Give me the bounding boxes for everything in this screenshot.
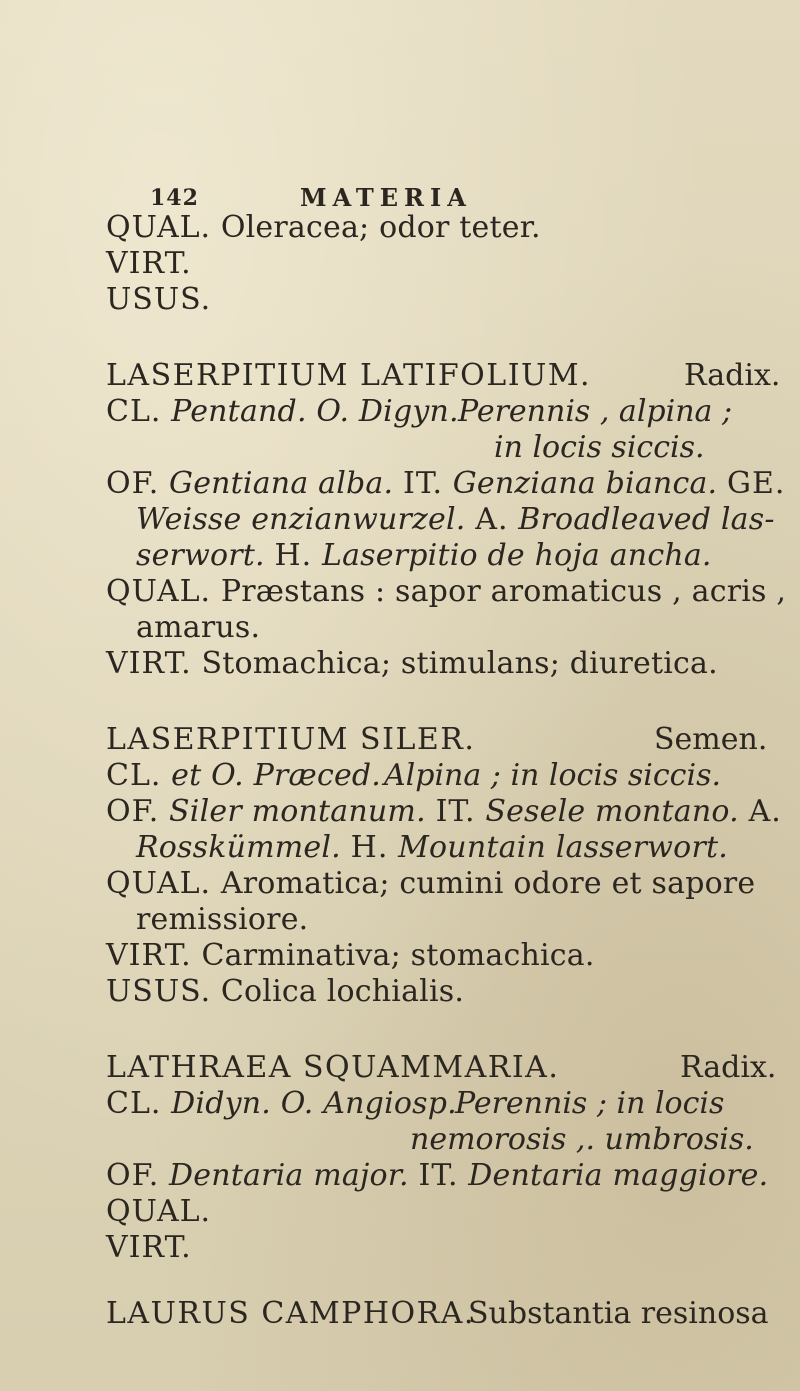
cl-text: et O. Præced. xyxy=(171,758,382,793)
usus-label: USUS. xyxy=(106,974,212,1009)
of-label: OF. xyxy=(106,794,160,829)
entry-3-title: LATHRAEA SQUAMMARIA. xyxy=(106,1050,560,1085)
qual-text: Aromatica; cumini odore et sapore xyxy=(220,866,756,901)
qual-text: Oleracea; odor teter. xyxy=(220,210,541,245)
entry-4-part: Substantia resinosa xyxy=(468,1296,769,1331)
entry-3-virt-label: VIRT. xyxy=(106,1230,192,1265)
entry-0-qual-line xyxy=(106,210,541,246)
cl-label: CL. xyxy=(106,394,162,429)
it-name: Dentaria maggiore. xyxy=(468,1158,769,1193)
ge-label: GE. xyxy=(727,466,786,501)
entry-3-cl-line xyxy=(106,1086,457,1122)
entry-1-title: LASERPITIUM LATIFOLIUM. xyxy=(106,358,592,393)
entry-1-cl-line xyxy=(106,394,459,430)
entry-3-part: Radix. xyxy=(680,1050,777,1085)
entry-1-qual-text-2: amarus. xyxy=(136,610,261,645)
entry-2-usus-line xyxy=(106,974,464,1010)
entry-0-usus-label: USUS. xyxy=(106,282,212,317)
cl-text: Pentand. O. Digyn. xyxy=(171,394,459,429)
qual-label: QUAL. xyxy=(106,210,212,245)
of-name: Gentiana alba. xyxy=(169,466,394,501)
virt-label: VIRT. xyxy=(106,938,192,973)
h-label: H. xyxy=(274,538,313,573)
entry-3-habitat-2: nemorosis ,. umbrosis. xyxy=(410,1122,754,1157)
it-label: IT. xyxy=(403,466,444,501)
entry-2-virt-line xyxy=(106,938,595,974)
a-label: A. xyxy=(475,502,509,537)
qual-label: QUAL. xyxy=(106,866,212,901)
entry-3-of-line xyxy=(106,1158,768,1194)
of-name: Siler montanum. xyxy=(169,794,426,829)
entry-2-of-line xyxy=(106,794,782,830)
running-title: MATERIA xyxy=(300,183,472,212)
entry-2-h-line xyxy=(136,830,728,866)
entry-2-part: Semen. xyxy=(654,722,768,757)
it-name: Sesele montano. xyxy=(485,794,739,829)
of-label: OF. xyxy=(106,466,160,501)
entry-1-habitat-2: in locis siccis. xyxy=(494,430,705,465)
cl-label: CL. xyxy=(106,1086,162,1121)
virt-text: Stomachica; stimulans; diuretica. xyxy=(201,646,718,681)
entry-2-habitat-1: Alpina ; in locis siccis. xyxy=(384,758,722,793)
a-label: A. xyxy=(748,794,782,829)
entry-3-habitat-1: Perennis ; in locis xyxy=(455,1086,725,1121)
entry-1-ge-line xyxy=(136,502,775,538)
it-label: IT. xyxy=(418,1158,459,1193)
h-name: Laserpitio de hoja ancha. xyxy=(321,538,712,573)
entry-3-qual-label: QUAL. xyxy=(106,1194,212,1229)
qual-label: QUAL. xyxy=(106,574,212,609)
virt-label: VIRT. xyxy=(106,646,192,681)
entry-2-qual-text-2: remissiore. xyxy=(136,902,309,937)
entry-1-part: Radix. xyxy=(684,358,781,393)
cl-label: CL. xyxy=(106,758,162,793)
h-name: Mountain lasserwort. xyxy=(398,830,728,865)
ge-name: Weisse enzianwurzel. xyxy=(136,502,466,537)
it-name: Genziana bianca. xyxy=(452,466,718,501)
a-name-2: serwort. xyxy=(136,538,265,573)
entry-2-title: LASERPITIUM SILER. xyxy=(106,722,476,757)
h-label: H. xyxy=(350,830,389,865)
cl-text: Didyn. O. Angiosp. xyxy=(171,1086,457,1121)
entry-2-qual-line xyxy=(106,866,755,902)
page-number: 142 xyxy=(150,185,199,211)
qual-text: Præstans : sapor aromaticus , acris , xyxy=(220,574,787,609)
entry-0-virt-label: VIRT. xyxy=(106,246,192,281)
entry-2-cl-line xyxy=(106,758,381,794)
entry-1-of-line xyxy=(106,466,785,502)
of-name: Dentaria major. xyxy=(169,1158,409,1193)
virt-text: Carminativa; stomachica. xyxy=(201,938,595,973)
a-name: Rosskümmel. xyxy=(136,830,341,865)
entry-4-title: LAURUS CAMPHORA. xyxy=(106,1296,475,1331)
entry-1-virt-line xyxy=(106,646,718,682)
entry-1-h-line xyxy=(136,538,712,574)
usus-text: Colica lochialis. xyxy=(220,974,465,1009)
of-label: OF. xyxy=(106,1158,160,1193)
a-name: Broadleaved las- xyxy=(518,502,775,537)
entry-1-habitat-1: Perennis , alpina ; xyxy=(458,394,733,429)
entry-1-qual-line xyxy=(106,574,786,610)
it-label: IT. xyxy=(435,794,476,829)
